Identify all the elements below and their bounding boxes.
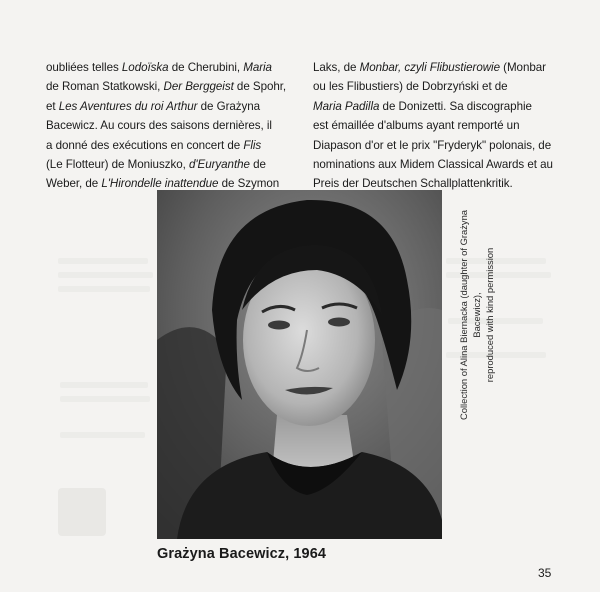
page-number: 35 [538, 566, 552, 580]
photo-credit-line: Collection of Alina Biernacka (daughter of Grażyna Bacewicz), [458, 210, 482, 421]
portrait-illustration [157, 190, 442, 539]
text-line: oubliées telles Lodoïska de Cherubini, Maria [46, 61, 272, 74]
photo-caption: Grażyna Bacewicz, 1964 [157, 546, 327, 562]
photo-credit [457, 190, 495, 440]
right-text-column [313, 58, 563, 194]
text-line: Preis der Deutschen Schallplattenkritik. [313, 177, 513, 191]
show-through-line [58, 272, 153, 278]
portrait-photo [157, 190, 442, 539]
text-line: a donné des exécutions en concert de Flis [46, 138, 262, 152]
text-line: nominations aux Midem Classical Awards et au [313, 158, 553, 172]
show-through-line [58, 286, 150, 292]
show-through-emblem [58, 488, 106, 536]
left-text-column [46, 58, 287, 194]
text-line: Bacewicz. Au cours des saisons dernières, il [46, 119, 272, 133]
text-line: Weber, de L'Hirondelle inattendue de Szymon [46, 177, 280, 191]
text-line: de Roman Statkowski, Der Berggeist de Spohr, [46, 80, 287, 94]
photo-credit-line: reproduced with kind permission [484, 247, 495, 383]
text-line: Diapason d'or et le prix "Fryderyk" polonais, de [313, 138, 552, 152]
text-line: Maria Padilla de Donizetti. Sa discographie [313, 99, 532, 113]
text-line: et Les Aventures du roi Arthur de Grażyna [46, 99, 261, 113]
show-through-line [60, 432, 145, 438]
text-line: est émaillée d'albums ayant remporté un [313, 119, 520, 133]
show-through-line [58, 258, 148, 264]
text-line: Laks, de Monbar, czyli Flibustierowie (Monbar [313, 61, 546, 74]
show-through-line [60, 396, 150, 402]
show-through-line [60, 382, 148, 388]
text-line: ou les Flibustiers) de Dobrzyński et de [313, 80, 508, 94]
text-line: (Le Flotteur) de Moniuszko, d'Euryanthe de [46, 158, 266, 172]
